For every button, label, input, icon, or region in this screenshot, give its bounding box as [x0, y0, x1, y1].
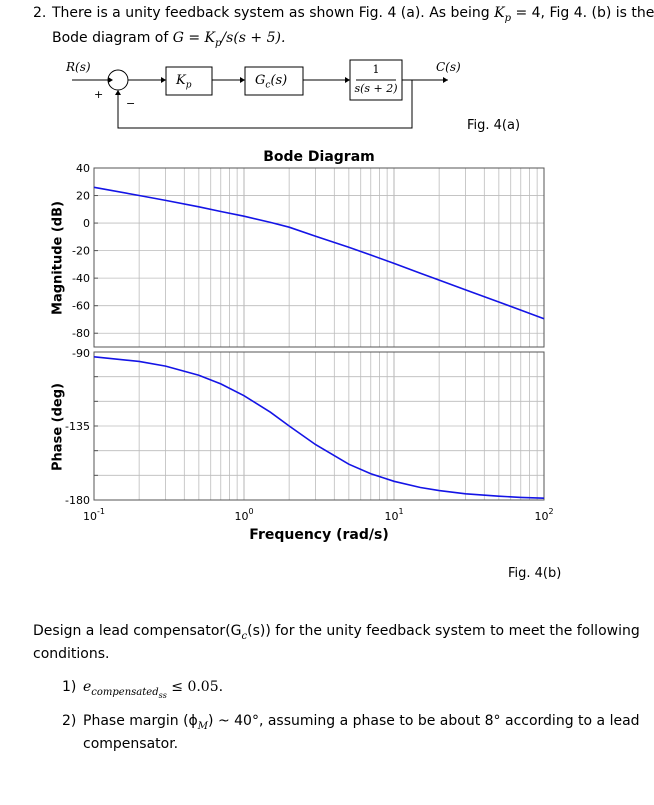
- phase-panel: [65, 347, 544, 507]
- phase-ytick-label: -90: [72, 347, 90, 360]
- magnitude-ytick-label: 0: [83, 217, 90, 231]
- magnitude-ytick-label: 40: [76, 162, 90, 175]
- condition-2-number: 2): [62, 713, 77, 729]
- magnitude-ytick-label: -60: [72, 299, 90, 313]
- magnitude-ytick-label: -20: [72, 244, 90, 258]
- kp-value: = 4, Fig 4. (b) is the: [515, 5, 654, 21]
- condition-2: Phase margin $(\phi_M)$ ~ 40°, assuming a phase to be about 8° according to a lead: [83, 713, 640, 732]
- fig-4a-caption: Fig. 4(a): [467, 118, 521, 133]
- magnitude-panel: [72, 162, 544, 347]
- fig-4b-caption: Fig. 4(b): [508, 566, 562, 581]
- condition-1-number: 1): [62, 679, 77, 695]
- x-tick-label: $10^{-1}$: [83, 507, 105, 523]
- problem-number: 2.: [33, 5, 47, 21]
- magnitude-ytick-label: -80: [72, 327, 90, 341]
- chart-title: Bode Diagram: [263, 149, 375, 165]
- plant-denominator: s(s + 2): [354, 82, 398, 95]
- magnitude-background: [94, 168, 544, 347]
- x-tick-label: $10^1$: [384, 507, 404, 523]
- plus-sign: +: [94, 88, 104, 101]
- problem-line-2: Bode diagram of $G = K_p/s(s + 5)$.: [52, 30, 286, 49]
- design-intro: Design a lead $compensator(G_c(s))$ for the unity feedback system to meet the following: [33, 623, 640, 642]
- magnitude-axis-label: Magnitude (dB): [50, 201, 66, 315]
- magnitude-ytick-label: -40: [72, 272, 90, 286]
- input-label: R(s): [66, 60, 91, 74]
- condition-1: $e_{compensated_{ss}} \le 0.05$.: [83, 679, 224, 700]
- x-tick-label: $10^2$: [534, 507, 554, 523]
- plant-numerator: 1: [372, 63, 380, 76]
- x-axis-label: Frequency (rad/s): [249, 527, 389, 543]
- phase-ytick-label: -135: [65, 420, 90, 433]
- problem-text: There is a unity feedback system as shown Fig. 4 (a). As being: [52, 5, 490, 21]
- kp-symbol: $K_p$: [494, 5, 511, 24]
- condition-2-line-2: compensator.: [83, 736, 179, 752]
- x-tick-label: $10^0$: [234, 507, 254, 523]
- kp-block-label: $K_p$: [176, 73, 192, 91]
- design-intro-line-2: conditions.: [33, 646, 110, 662]
- transfer-function: $G = K_p/s(s + 5)$.: [172, 30, 286, 49]
- minus-sign: −: [126, 97, 136, 110]
- phase-ytick-label: -180: [65, 494, 90, 507]
- output-label: C(s): [436, 60, 461, 74]
- gc-block-label: $G_c(s)$: [255, 73, 288, 91]
- phase-axis-label: Phase (deg): [50, 383, 66, 471]
- magnitude-ytick-label: 20: [76, 189, 90, 203]
